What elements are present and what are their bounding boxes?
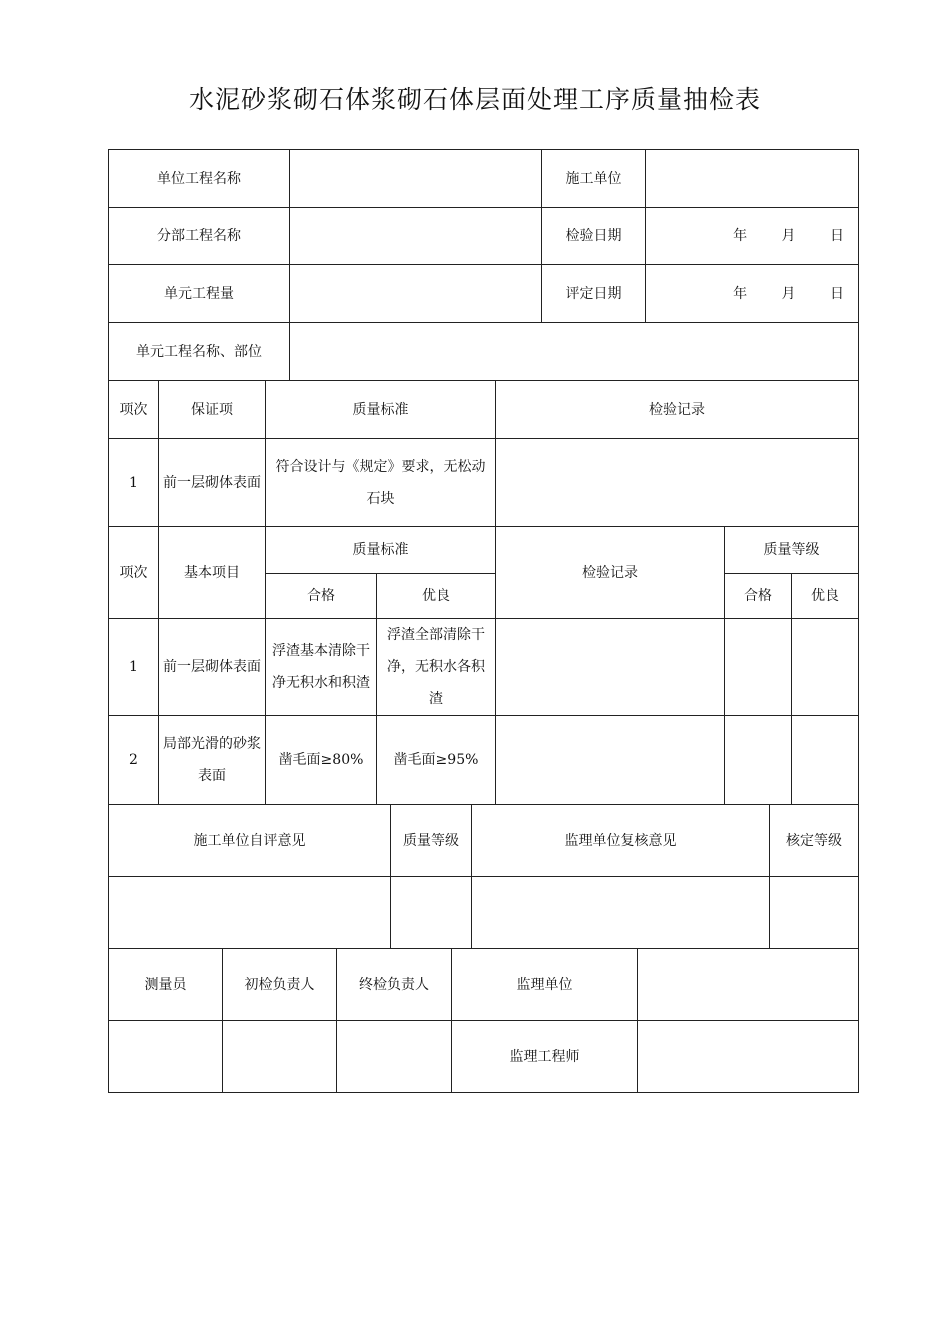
quality-grade-label: 质量等级 <box>391 805 472 877</box>
row-excellent-standard: 浮渣全部清除干净，无积水各积渣 <box>377 619 496 716</box>
row-grade-pass-field[interactable] <box>725 619 792 716</box>
page-title: 水泥砂浆砌石体浆砌石体层面处理工序质量抽检表 <box>188 85 761 114</box>
col-basic-item: 基本项目 <box>159 527 266 619</box>
final-inspector-label: 终检负责人 <box>337 949 452 1021</box>
supervision-unit-field[interactable] <box>638 949 859 1021</box>
row-excellent-standard: 凿毛面≥95% <box>377 716 496 805</box>
verified-grade-field[interactable] <box>770 877 859 949</box>
supervision-unit-label: 监理单位 <box>452 949 638 1021</box>
month-label: 月 <box>781 285 796 302</box>
day-label: 日 <box>830 228 844 244</box>
row-no: 1 <box>109 619 159 716</box>
row-pass-standard: 凿毛面≥80% <box>266 716 377 805</box>
row-item: 局部光滑的砂浆表面 <box>159 716 266 805</box>
col-grade-pass: 合格 <box>725 574 792 619</box>
row-grade-excellent-field[interactable] <box>792 619 859 716</box>
col-no: 项次 <box>109 381 159 439</box>
day-label: 日 <box>830 285 844 302</box>
row-record-field[interactable] <box>496 716 725 805</box>
unit-project-name-field[interactable] <box>290 150 542 208</box>
construction-unit-label: 施工单位 <box>542 150 646 208</box>
surveyor-label: 测量员 <box>109 949 223 1021</box>
col-guarantee-item: 保证项 <box>159 381 266 439</box>
surveyor-signature-field[interactable] <box>109 1021 223 1093</box>
month-label: 月 <box>781 228 796 244</box>
row-pass-standard: 浮渣基本清除干净无积水和积渣 <box>266 619 377 716</box>
self-eval-field[interactable] <box>109 877 391 949</box>
final-inspector-signature-field[interactable] <box>337 1021 452 1093</box>
col-standard-pass: 合格 <box>266 574 377 619</box>
col-quality-grade: 质量等级 <box>725 527 859 574</box>
supervision-review-label: 监理单位复核意见 <box>472 805 770 877</box>
table-row <box>109 716 859 805</box>
initial-inspector-label: 初检负责人 <box>223 949 337 1021</box>
col-inspection-record: 检验记录 <box>496 527 725 619</box>
inspection-date-field[interactable] <box>646 208 859 265</box>
initial-inspector-signature-field[interactable] <box>223 1021 337 1093</box>
sub-project-name-field[interactable] <box>290 208 542 265</box>
row-item: 前一层砌体表面 <box>159 619 266 716</box>
row-grade-excellent-field[interactable] <box>792 716 859 805</box>
col-standard-excellent: 优良 <box>377 574 496 619</box>
year-label: 年 <box>733 285 748 302</box>
row-record-field[interactable] <box>496 619 725 716</box>
unit-name-location-field[interactable] <box>290 323 859 381</box>
col-inspection-record: 检验记录 <box>496 381 859 439</box>
row-standard: 符合设计与《规定》要求，无松动石块 <box>266 439 496 527</box>
verified-grade-label: 核定等级 <box>770 805 859 877</box>
row-record-field[interactable] <box>496 439 859 527</box>
year-label: 年 <box>733 228 748 244</box>
self-eval-label: 施工单位自评意见 <box>109 805 391 877</box>
col-no: 项次 <box>109 527 159 619</box>
col-quality-standard: 质量标准 <box>266 381 496 439</box>
unit-name-location-label: 单元工程名称、部位 <box>109 323 290 381</box>
sub-project-name-label: 分部工程名称 <box>109 208 290 265</box>
inspection-date-label: 检验日期 <box>542 208 646 265</box>
supervision-engineer-label: 监理工程师 <box>452 1021 638 1093</box>
opinion-table <box>108 804 859 949</box>
unit-quantity-label: 单元工程量 <box>109 265 290 323</box>
supervision-review-field[interactable] <box>472 877 770 949</box>
col-quality-standard: 质量标准 <box>266 527 496 574</box>
signature-table <box>108 948 859 1093</box>
row-item: 前一层砌体表面 <box>159 439 266 527</box>
supervision-engineer-field[interactable] <box>638 1021 859 1093</box>
evaluation-date-label: 评定日期 <box>542 265 646 323</box>
row-no: 2 <box>109 716 159 805</box>
guarantee-table <box>108 380 859 527</box>
evaluation-date-field[interactable] <box>646 265 859 323</box>
unit-project-name-label: 单位工程名称 <box>109 150 290 208</box>
row-no: 1 <box>109 439 159 527</box>
table-row <box>109 619 859 716</box>
unit-quantity-field[interactable] <box>290 265 542 323</box>
header-table <box>108 149 859 381</box>
col-grade-excellent: 优良 <box>792 574 859 619</box>
construction-unit-field[interactable] <box>646 150 859 208</box>
quality-grade-field[interactable] <box>391 877 472 949</box>
table-row <box>109 439 859 527</box>
basic-items-table <box>108 526 859 805</box>
row-grade-pass-field[interactable] <box>725 716 792 805</box>
